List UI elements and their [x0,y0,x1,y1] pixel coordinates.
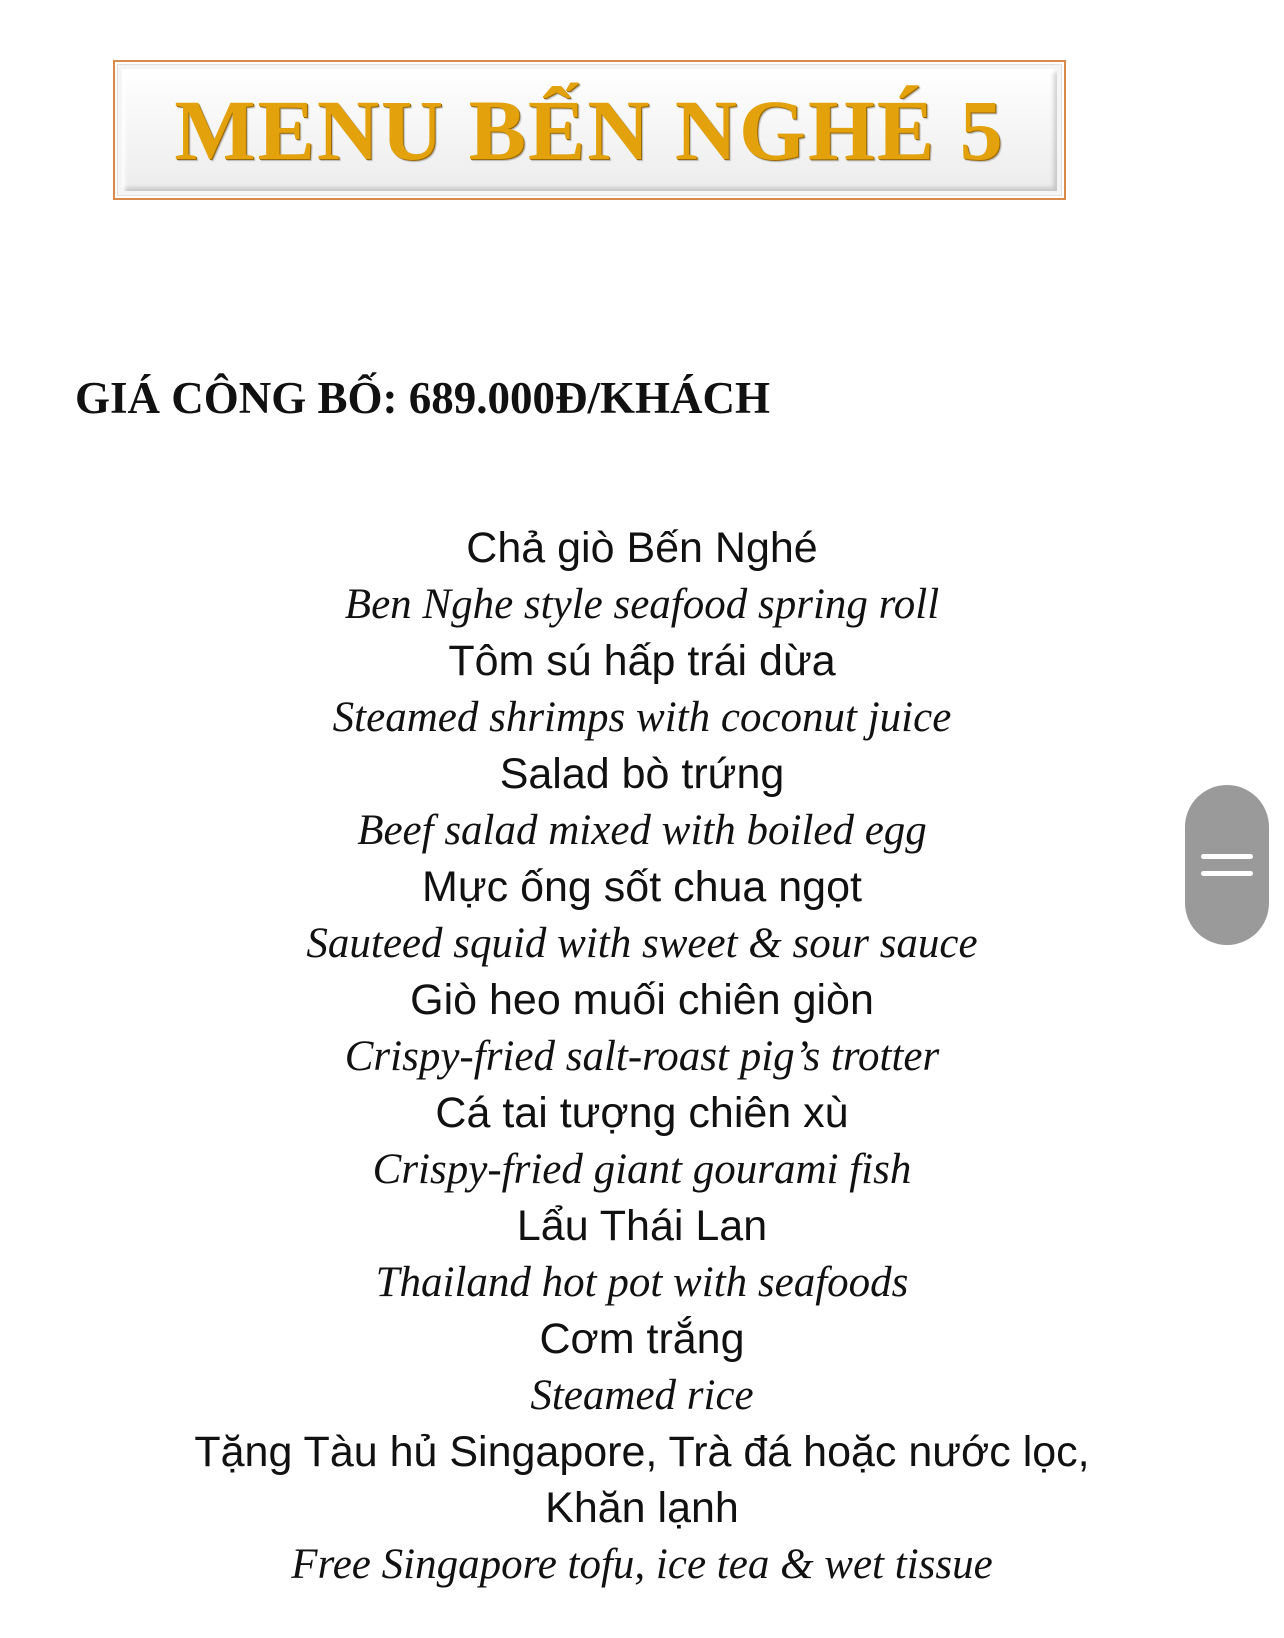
page-title: MENU BẾN NGHÉ 5 [174,82,1005,178]
gift-text-vi-line2: Khăn lạnh [545,1484,739,1532]
dish-name-vi: Cá tai tượng chiên xù [435,1089,849,1137]
title-banner [113,60,1066,200]
gift-text-vi-line1: Tặng Tàu hủ Singapore, Trà đá hoặc nước lọc, [194,1428,1090,1476]
menu-item [0,520,1284,633]
menu-item [0,633,1284,746]
dish-name-vi: Cơm trắng [539,1315,745,1363]
dish-name-en: Sauteed squid with sweet & sour sauce [306,920,978,967]
grip-lines-icon [1201,850,1253,880]
dish-name-en: Thailand hot pot with seafoods [375,1259,909,1306]
dish-name-vi: Salad bò trứng [499,750,785,798]
scroll-handle[interactable] [1185,785,1269,945]
dish-name-en: Ben Nghe style seafood spring roll [344,581,940,628]
menu-item [0,746,1284,859]
dish-name-vi: Giò heo muối chiên giòn [410,976,874,1024]
dish-name-en: Crispy-fried salt-roast pig’s trotter [344,1033,940,1080]
menu-list [0,520,1284,1593]
price-line: GIÁ CÔNG BỐ: 689.000Đ/KHÁCH [75,373,771,423]
menu-item [0,1198,1284,1311]
title-banner-inner [122,69,1057,191]
dish-name-en: Crispy-fried giant gourami fish [372,1146,912,1193]
gift-text-en: Free Singapore tofu, ice tea & wet tissue [291,1541,993,1588]
menu-item [0,1311,1284,1424]
dish-name-en: Beef salad mixed with boiled egg [357,807,927,854]
menu-item [0,972,1284,1085]
dish-name-en: Steamed shrimps with coconut juice [332,694,952,741]
dish-name-en: Steamed rice [530,1372,754,1419]
dish-name-vi: Lẩu Thái Lan [516,1202,768,1250]
dish-name-vi: Chả giò Bến Nghé [466,524,818,572]
dish-name-vi: Mực ống sốt chua ngọt [422,863,862,911]
menu-item [0,1085,1284,1198]
menu-item-gift [0,1424,1284,1593]
menu-item [0,859,1284,972]
dish-name-vi: Tôm sú hấp trái dừa [448,637,836,685]
